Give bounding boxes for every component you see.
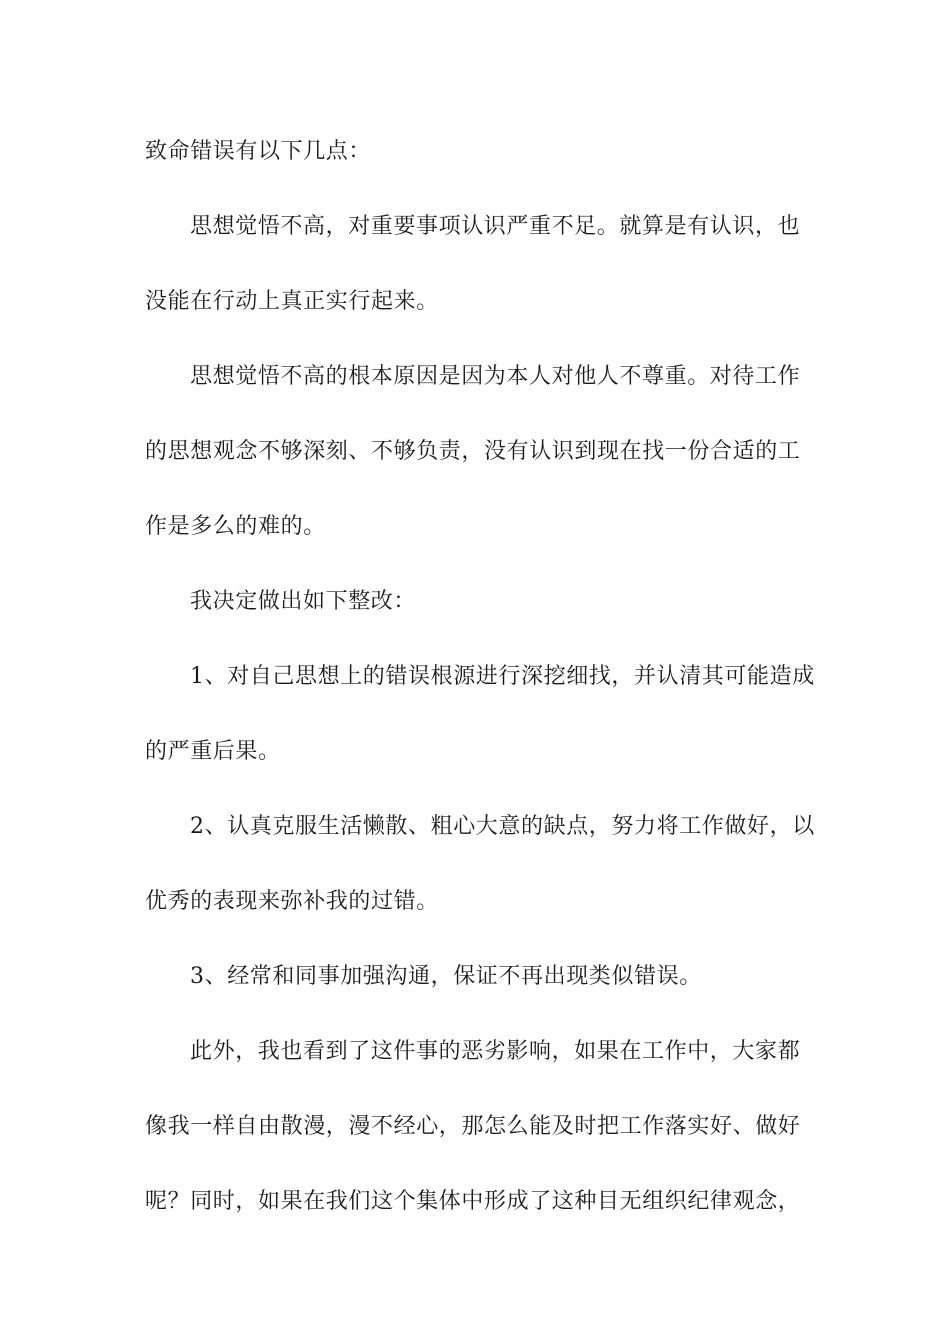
text-line: 的思想观念不够深刻、不够负责，没有认识到现在找一份合适的工 xyxy=(145,439,801,464)
text-line: 呢？同时，如果在我们这个集体中形成了这种目无组织纪律观念， xyxy=(145,1189,801,1214)
text-line: 没能在行动上真正实行起来。 xyxy=(145,289,439,314)
text-line: 像我一样自由散漫，漫不经心，那怎么能及时把工作落实好、做好 xyxy=(145,1114,801,1139)
text-line: 的严重后果。 xyxy=(145,739,281,764)
list-item-line: 1、对自己思想上的错误根源进行深挖细找，并认清其可能造成 xyxy=(190,664,815,689)
text-line: 优秀的表现来弥补我的过错。 xyxy=(145,889,439,914)
paragraph-start-line: 此外，我也看到了这件事的恶劣影响，如果在工作中，大家都 xyxy=(190,1039,801,1064)
paragraph-start-line: 思想觉悟不高的根本原因是因为本人对他人不尊重。对待工作 xyxy=(190,364,801,389)
paragraph-start-line: 我决定做出如下整改： xyxy=(190,589,417,614)
text-line: 致命错误有以下几点： xyxy=(145,139,372,164)
list-item-line: 3、经常和同事加强沟通，保证不再出现类似错误。 xyxy=(190,964,702,989)
list-item-line: 2、认真克服生活懒散、粗心大意的缺点，努力将工作做好，以 xyxy=(190,814,815,839)
paragraph-start-line: 思想觉悟不高，对重要事项认识严重不足。就算是有认识，也 xyxy=(190,214,801,239)
text-line: 作是多么的难的。 xyxy=(145,514,326,539)
